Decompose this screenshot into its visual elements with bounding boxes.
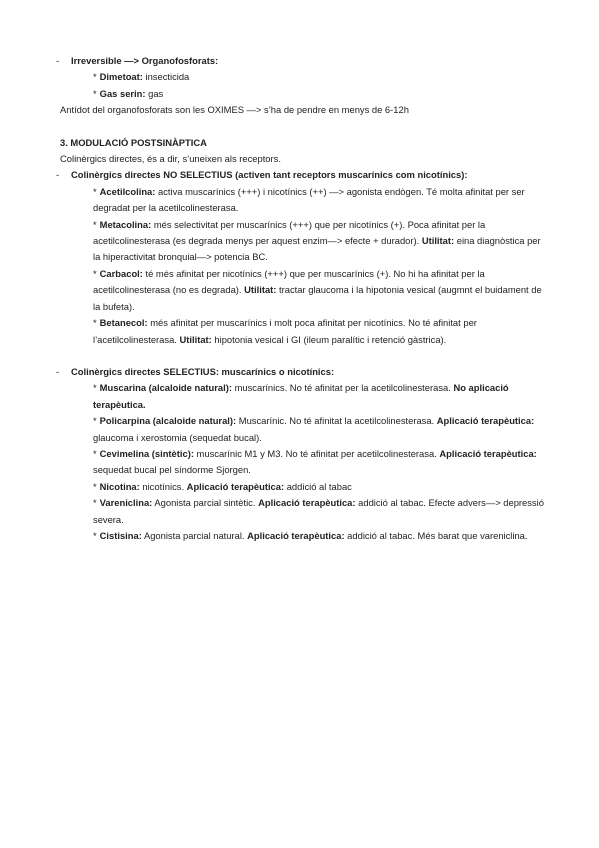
entry-text: activa muscarínics (+++) i nicotínics (++) —> agonista endògen. Té molta afinitat per ser degradat per la acetilcolinesterasa. (93, 185, 525, 214)
entry-text: muscarínic M1 y M3. No té afinitat per acetilcolinesterasa. (193, 447, 440, 459)
entry-term: Policarpina (alcaloide natural): (99, 415, 237, 427)
bullet-dash: - (56, 365, 60, 377)
bullet-star: * (93, 480, 97, 492)
entry-term: Carbacol: (99, 267, 143, 279)
entry-text: Agonista parcial sintètic. (152, 497, 259, 509)
entry-text: té més afinitat per nicotínics (+++) que per muscarínics (+). No hi ha afinitat per la acetilcolinesterasa (no es degrada). (93, 267, 485, 296)
aplicacio-label: Aplicació terapèutica: (439, 447, 537, 459)
entry-text: addició al tabac. Més barat que vareniclina. (344, 529, 528, 541)
utilitat-label: Utilitat: (244, 284, 277, 296)
entry-text: addició al tabac. Efecte advers—> depressió severa. (93, 497, 544, 525)
bullet-star: * (93, 497, 97, 509)
item-text: insecticida (142, 71, 190, 83)
entry-text: tractar glaucoma i la hipotonia vesical (augmnt el buidament de la bufeta). (93, 284, 542, 312)
entry-term: Vareniclina: (99, 497, 153, 509)
aplicacio-label: No aplicació terapèutica. (93, 382, 509, 410)
irreversible-item (56, 53, 550, 69)
betanecol-entry (60, 315, 550, 348)
selectius-title: Colinèrgics directes SELECTIUS: muscarínics o nicotínics: (71, 365, 335, 377)
cevimelina-entry (60, 446, 550, 479)
entry-term: Nicotina: (99, 480, 140, 492)
metacolina-entry (60, 217, 550, 266)
cistisina-entry (60, 528, 550, 544)
entry-text: muscarínics. No té afinitat per la acetilcolinesterasa. (231, 382, 454, 394)
no-selectius-title: Colinèrgics directes NO SELECTIUS (activen tant receptors muscarínics com nicotínics): (71, 169, 468, 181)
entry-text: Muscarínic. No té afinitat la acetilcolinesterasa. (236, 415, 437, 427)
gas-serin-item (60, 86, 550, 102)
antidot-note: Antídot del organofosforats son les OXIMES —> s’ha de pendre en menys de 6-12h (60, 104, 409, 116)
dimetoat-item (60, 69, 550, 85)
entry-term: Cistisina: (99, 529, 142, 541)
acetilcolina-entry (60, 184, 550, 217)
nicotina-entry (60, 479, 550, 495)
aplicacio-label: Aplicació terapèutica: (258, 497, 356, 509)
item-term: Gas serin: (99, 87, 146, 99)
bullet-star: * (93, 382, 97, 394)
bullet-star: * (93, 529, 97, 541)
entry-text: eina diagnòstica per la hiperactivitat bronquial—> potencia BC. (93, 235, 541, 263)
entry-term: Metacolina: (99, 218, 152, 230)
aplicacio-label: Aplicació terapèutica: (436, 415, 535, 427)
entry-text: més afinitat per muscarínics i molt poca afinitat per nicotínics. No té afinitat per l’acetilcolinesterasa. (93, 317, 477, 345)
policarpina-entry (60, 413, 550, 446)
bullet-star: * (93, 447, 97, 459)
entry-text: hipotonia vesical i GI (ileum paralític i retenció gàstrica). (211, 333, 447, 345)
selectius-item (56, 364, 550, 380)
heading-text: 3. MODULACIÓ POSTSINÀPTICA (60, 136, 207, 148)
document-page (56, 53, 550, 544)
bullet-star: * (93, 415, 97, 427)
entry-text: sequedat bucal pel síndorme Sjorgen. (93, 464, 251, 476)
bullet-star: * (93, 87, 97, 99)
entry-term: Acetilcolina: (99, 185, 156, 197)
section-intro: Colinèrgics directes, és a dir, s’uneixen als receptors. (60, 153, 281, 165)
bullet-star: * (93, 267, 97, 279)
vareniclina-entry (60, 495, 550, 528)
bullet-star: * (93, 185, 97, 197)
entry-term: Betanecol: (99, 317, 148, 329)
bullet-star: * (93, 317, 97, 329)
bullet-dash: - (56, 55, 60, 66)
irreversible-title: Irreversible —> Organofosforats: (71, 55, 219, 66)
utilitat-label: Utilitat: (421, 235, 455, 247)
item-text: gas (145, 87, 164, 99)
entry-text: addició al tabac (284, 480, 352, 492)
aplicacio-label: Aplicació terapèutica: (186, 480, 285, 492)
no-selectius-item (56, 167, 550, 183)
bullet-dash: - (56, 169, 60, 181)
utilitat-label: Utilitat: (179, 333, 212, 345)
entry-text: glaucoma i xerostomia (sequedat bucal). (93, 431, 262, 443)
entry-text: nicotínics. (139, 480, 187, 492)
section-heading (60, 135, 550, 151)
bullet-star: * (93, 71, 97, 83)
item-term: Dimetoat: (99, 71, 143, 83)
entry-term: Cevimelina (sintètic): (99, 447, 194, 459)
bullet-star: * (93, 218, 97, 230)
aplicacio-label: Aplicació terapèutica: (247, 529, 345, 541)
entry-term: Muscarina (alcaloide natural): (99, 382, 232, 394)
entry-text: Agonista parcial natural. (141, 529, 248, 541)
muscarina-entry (60, 380, 550, 413)
carbacol-entry (60, 266, 550, 315)
entry-text: més selectivitat per muscarínics (+++) que per nicotínics (+). Poca afinitat per la acetilcolinesterasa (es degrada menys per aquest enzim—> efecte + durador). (93, 218, 486, 247)
